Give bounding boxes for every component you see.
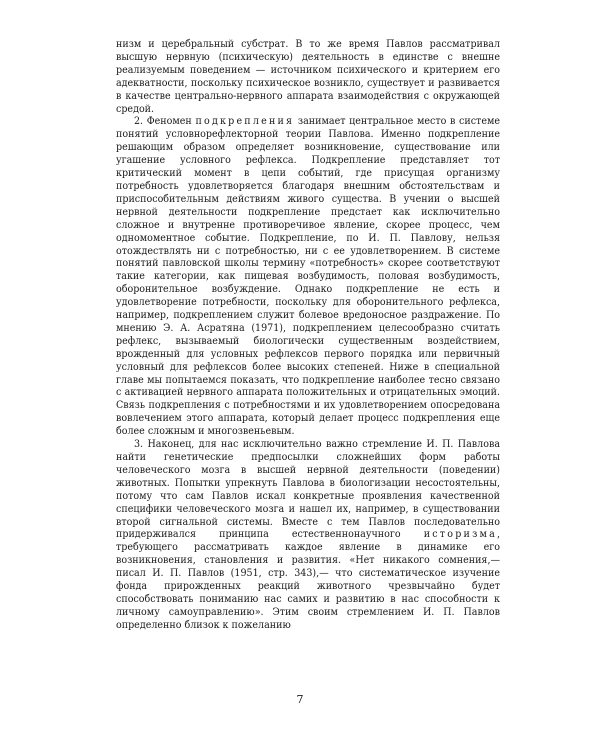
paragraph-3 (116, 438, 500, 632)
paragraph-1-text: низм и церебральный субстрат. В то же время Павлов рассматривал высшую нервную (психическую) деятельность в единстве с внешне реализуемым поведением — источником психического и критерием его адекватности, поскольку психическое возникло, существует и развивается в качестве центрально-нервного аппарата взаимодействия с окружающей средой. (116, 38, 500, 115)
paragraph-2-text: занимает центральное место в системе понятий условнорефлекторной теории Павлова. Именно подкрепление решающим образом определяет возникновение, существование или угашение условного рефлекса. Подкрепление представляет тот критический момент в цепи событий, где присущая организму потребность удовлетворяется благодаря внешним обстоятельствам и приспособительным действиям живого существа. В учении о высшей нервной деятельности подкрепление предстает как исключительно сложное и внутренне противоречивое явление, скорее процесс, чем одномоментное событие. Подкрепление, по И. П. Павлову, нельзя отождествлять ни с потребностью, ни с ее удовлетворением. В системе понятий павловской школы термину «потребность» скорее соответствуют такие категории, как пищевая возбудимость, половая возбудимость, оборонительное возбуждение. Однако подкрепление не есть и удовлетворение потребности, поскольку для оборонительного рефлекса, например, подкреплением служит болевое вредоносное раздражение. По мнению Э. А. Асратяна (1971), подкреплением целесообразно считать рефлекс, вызываемый биологически существенным воздействием, врожденный для условных рефлексов первого порядка или первичный условный для рефлексов более высоких степеней. Ниже в специальной главе мы попытаемся показать, что подкрепление наиболее тесно связано с активацией нервного аппарата положительных и отрицательных эмоций. Связь подкрепления с потребностями и их удовлетворением опосредована вовлечением этого аппарата, который делает процесс подкрепления еще более сложным и многозвеньевым. (116, 115, 501, 438)
page-number: 7 (296, 693, 304, 706)
paragraph-2 (116, 115, 500, 438)
paragraph-2-spaced-term: подкрепления (195, 115, 295, 128)
paragraph-1 (116, 38, 500, 115)
paragraph-3-lead: 3. Наконец, для нас исключительно важно стремление И. П. Павлова найти генетические предпосылки сложнейших форм работы человеческого мозга в высшей нервной деятельности (поведении) животных. Попытки упрекнуть Павлова в биологизации несостоятельны, потому что сам Павлов искал конкретные проявления качественной специфики человеческого мозга и нашел их, например, в существовании второй сигнальной системы. Вместе с тем Павлов последовательно придерживался принципа естественнонаучного (116, 438, 500, 541)
paragraph-3-text: , требующего рассматривать каждое явление в динамике его возникновения, становления и развития. «Нет никакого сомнения,— писал И. П. Павлов (1951, стр. 343),— что систематическое изучение фонда прирожденных реакций животного чрезвычайно будет способствовать пониманию нас самих и развитию в нас способности к личному самоуправлению». Этим своим стремлением И. П. Павлов определенно близок к пожеланию (116, 528, 500, 631)
paragraph-3-spaced-term: историзма (423, 528, 497, 541)
page-body (116, 38, 500, 632)
paragraph-2-lead: 2. Феномен (134, 115, 196, 128)
